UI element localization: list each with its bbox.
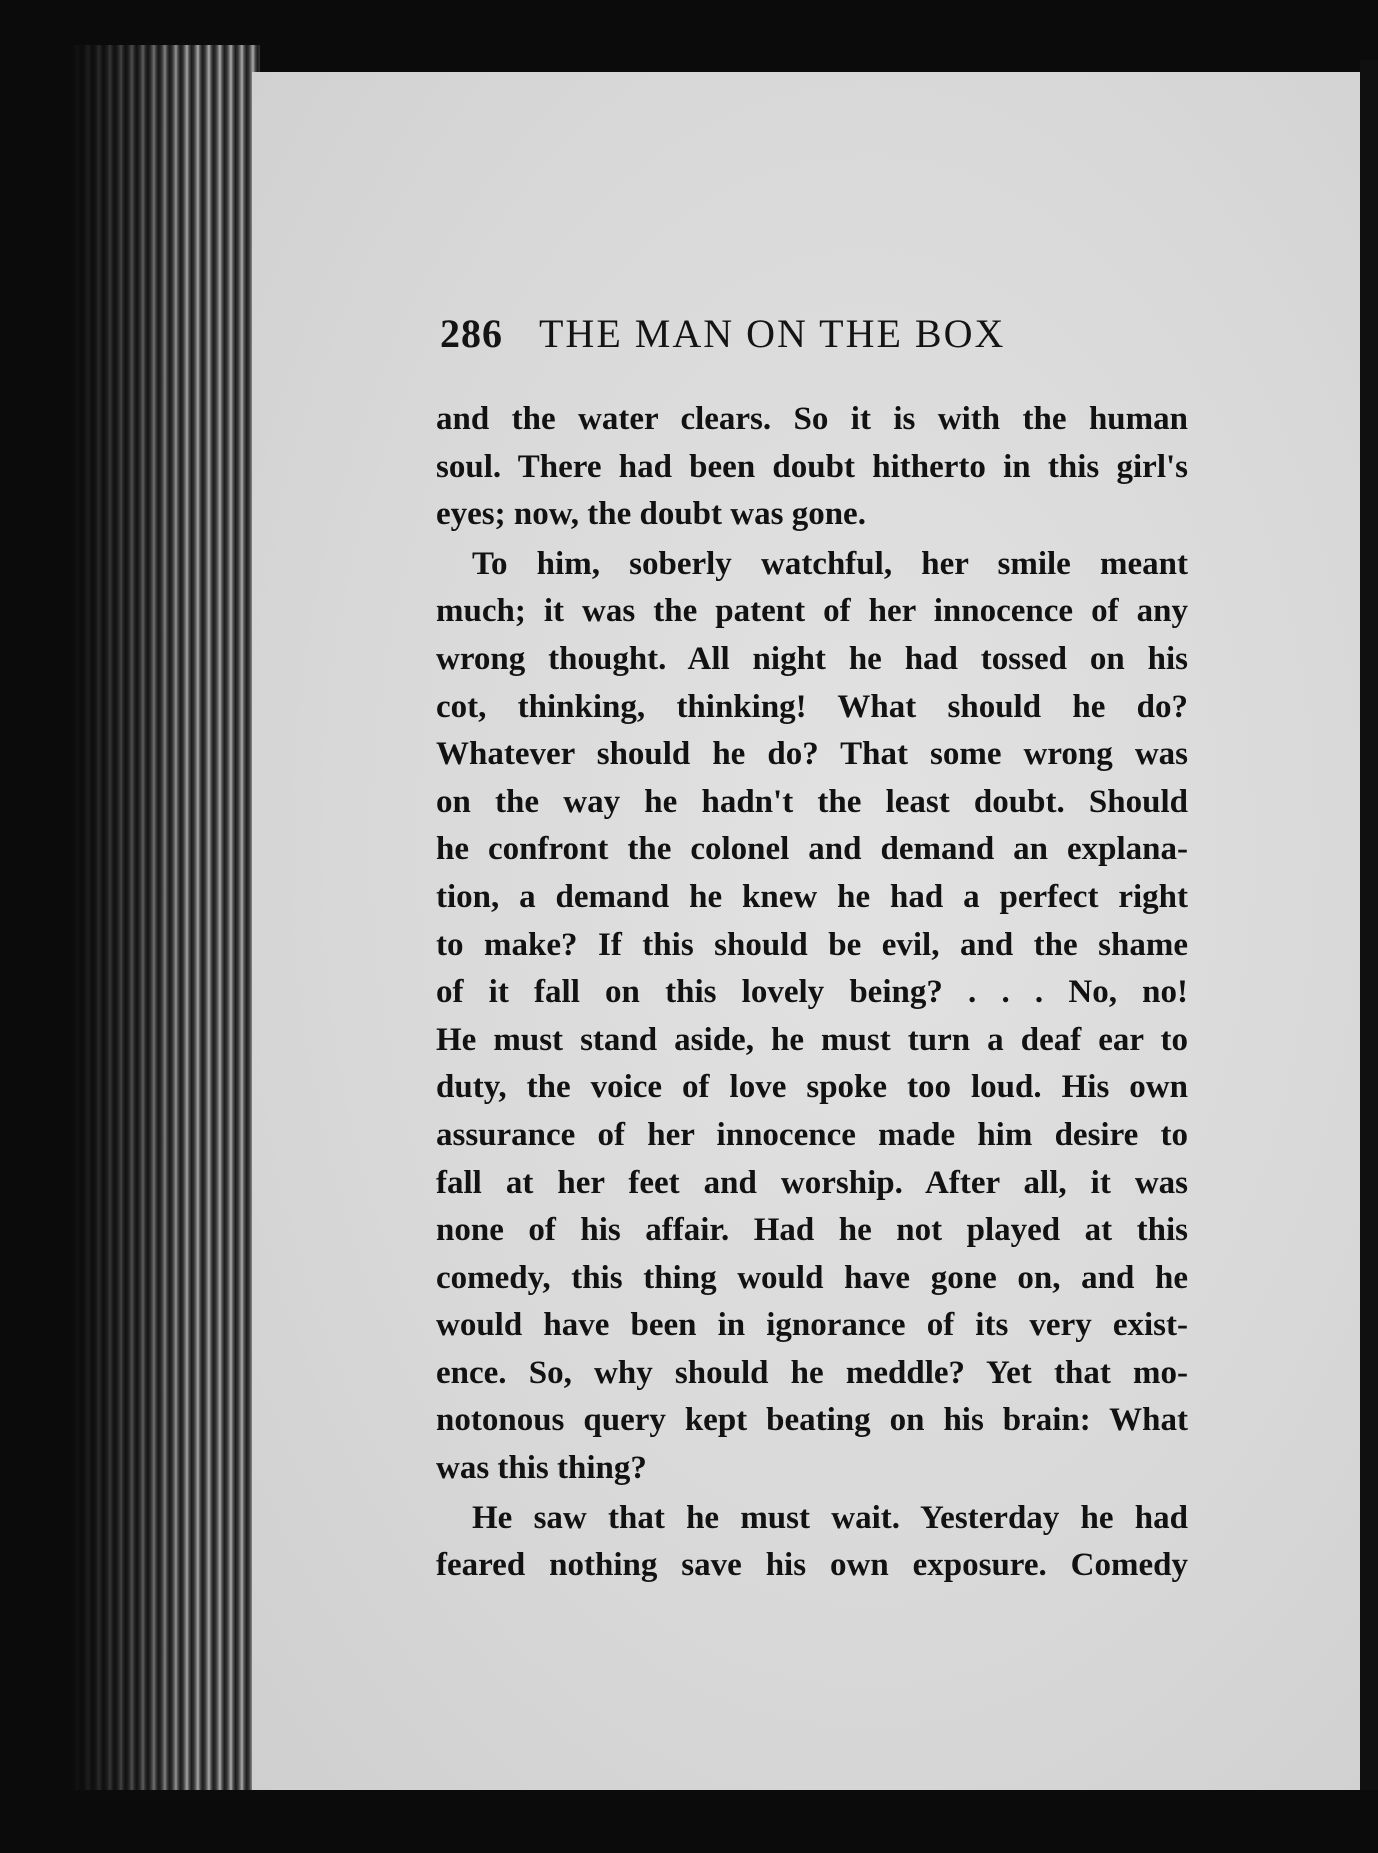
text-line: To him, soberly watchful, her smile meant <box>472 545 1188 582</box>
text-line: soul. There had been doubt hitherto in this girl's <box>436 448 1188 485</box>
text-line: cot, thinking, thinking! What should he do? <box>436 688 1188 725</box>
text-line: comedy, this thing would have gone on, and he <box>436 1259 1188 1296</box>
text-line: notonous query kept beating on his brain: What <box>436 1402 1188 1439</box>
text-line: ence. So, why should he meddle? Yet that mo- <box>436 1354 1188 1391</box>
text-line: tion, a demand he knew he had a perfect right <box>436 878 1188 915</box>
text-line: wrong thought. All night he had tossed on his <box>436 640 1188 677</box>
text-line: He must stand aside, he must turn a deaf ear to <box>436 1021 1188 1058</box>
book-edge-shadow <box>70 45 190 1820</box>
scan-right-border <box>1360 60 1378 1800</box>
text-line: none of his affair. Had he not played at this <box>436 1212 1188 1249</box>
text-line: to make? If this should be evil, and the shame <box>436 926 1188 963</box>
text-line: feared nothing save his own exposure. Comedy <box>436 1547 1188 1584</box>
text-line: and the water clears. So it is with the human <box>436 401 1188 437</box>
text-line: would have been in ignorance of its very exist- <box>436 1307 1188 1344</box>
text-line: assurance of her innocence made him desire to <box>436 1116 1188 1153</box>
text-line: fall at her feet and worship. After all, it was <box>436 1164 1188 1201</box>
text-line: duty, the voice of love spoke too loud. His own <box>436 1069 1188 1106</box>
text-line: much; it was the patent of her innocence of any <box>436 593 1188 630</box>
text-line: was this thing? <box>436 1450 647 1487</box>
body-text <box>436 396 1188 1590</box>
text-line: He saw that he must wait. Yesterday he had <box>472 1499 1188 1536</box>
text-line: Whatever should he do? That some wrong was <box>436 736 1188 773</box>
page-number: 286 <box>440 311 503 356</box>
text-line: of it fall on this lovely being? . . . No, no! <box>436 974 1188 1011</box>
text-line: eyes; now, the doubt was gone. <box>436 496 866 533</box>
text-line: on the way he hadn't the least doubt. Should <box>436 783 1188 820</box>
book-title: THE MAN ON THE BOX <box>539 311 1006 356</box>
text-line: he confront the colonel and demand an explana- <box>436 831 1188 868</box>
scan-bottom-border <box>0 1790 1378 1853</box>
running-head <box>440 310 1200 357</box>
